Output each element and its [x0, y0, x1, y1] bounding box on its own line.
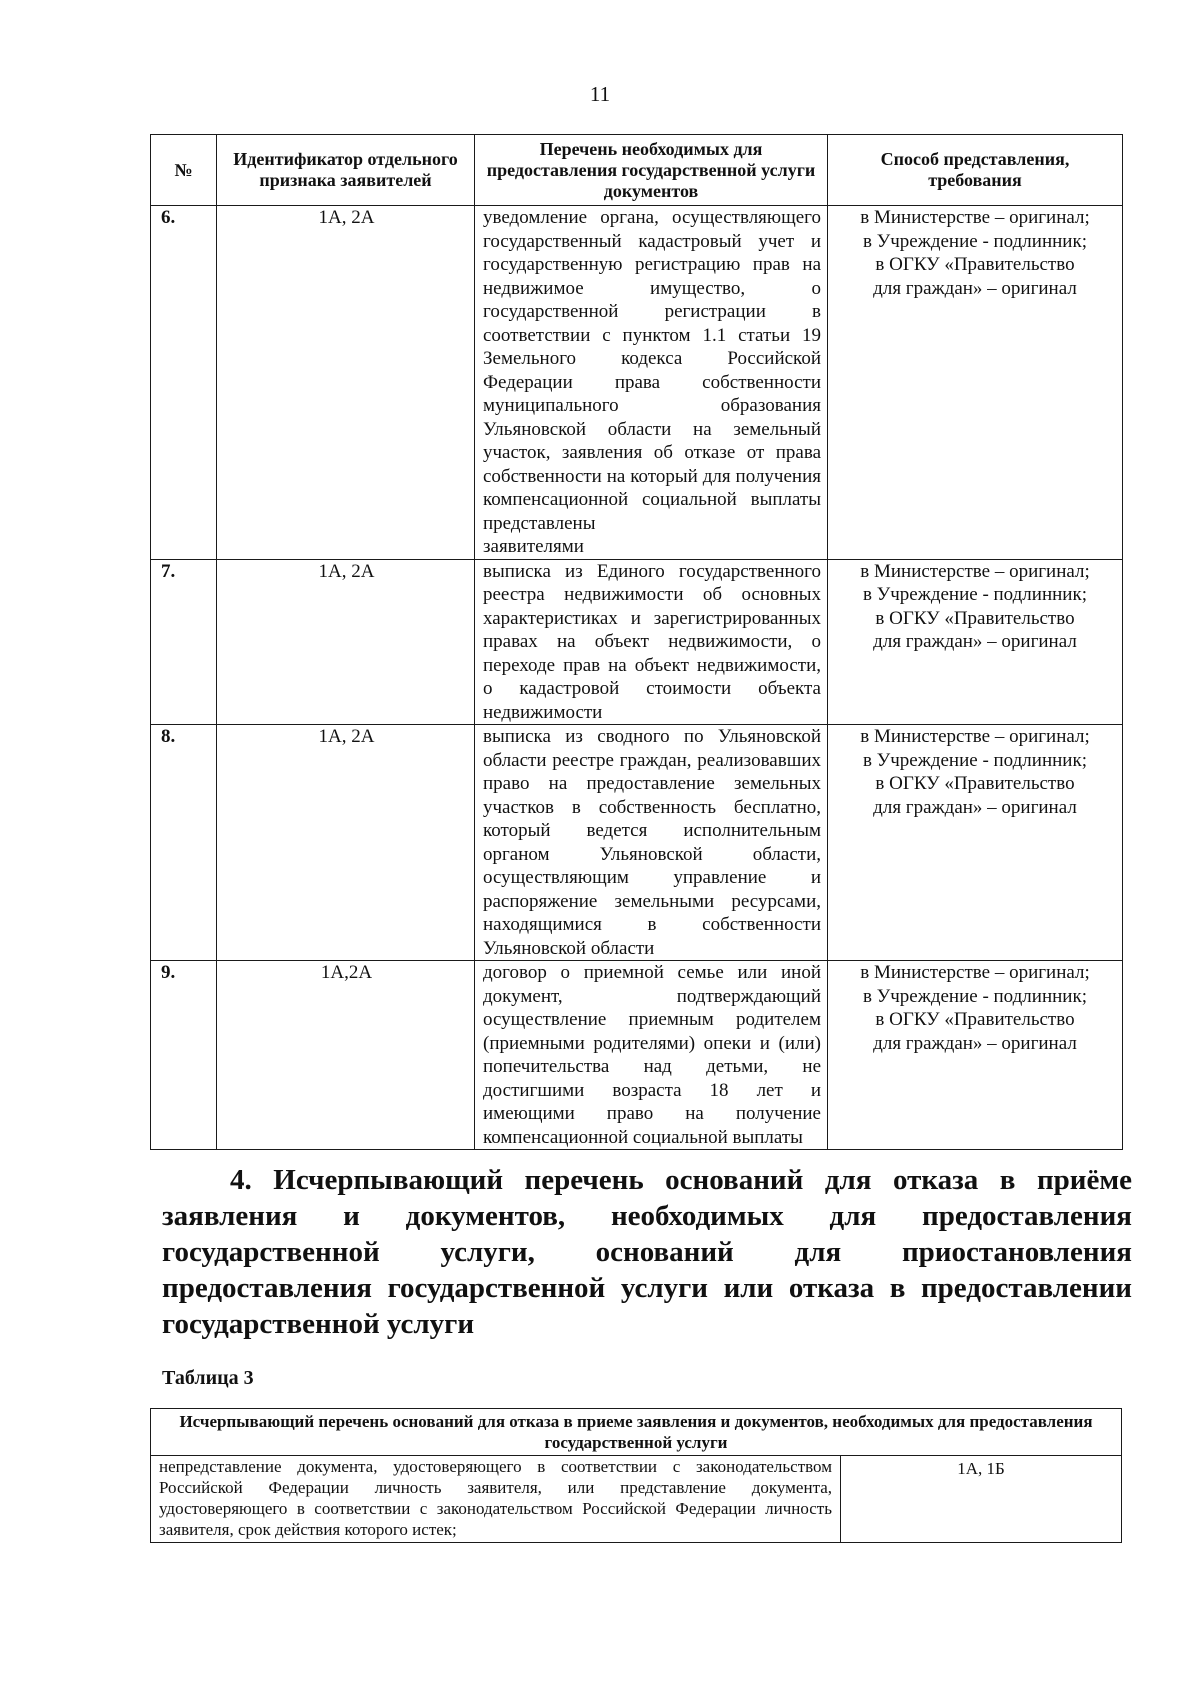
row-num: 6.	[151, 206, 217, 560]
table-header-row	[151, 135, 1123, 206]
row-document-end: Ульяновской области	[483, 937, 655, 959]
method-line: в Учреждение - подлинник;	[863, 584, 1087, 605]
row-document	[475, 961, 828, 1150]
table-header-row	[151, 1409, 1122, 1456]
row-method	[828, 206, 1123, 560]
table-caption: Таблица 3	[162, 1367, 254, 1389]
table-row	[151, 1456, 1122, 1543]
row-num: 8.	[151, 725, 217, 961]
row-method	[828, 961, 1123, 1150]
method-line: в ОГКУ «Правительство	[875, 773, 1075, 794]
table3-header: Исчерпывающий перечень оснований для отказа в приеме заявления и документов, необходимых для предоставления государственной услуги	[151, 1409, 1122, 1456]
method-line: в Министерстве – оригинал;	[860, 207, 1090, 228]
method-line: в Министерстве – оригинал;	[860, 962, 1090, 983]
row-document	[475, 206, 828, 560]
row-identifier: 1А, 2А	[217, 559, 475, 725]
documents-table	[150, 134, 1123, 1150]
header-method: Способ представления, требования	[828, 135, 1123, 206]
table-row	[151, 559, 1123, 725]
row-identifier: 1А, 2А	[217, 725, 475, 961]
row-document-text: договор о приемной семье или иной документ, подтверждающий осуществление приемным родителем (приемными родителями) опеки и (или) попечительства над детьми, не достигшими возраста 18 лет и имеющими право на получение	[483, 962, 821, 1124]
method-line: для граждан» – оригинал	[873, 1032, 1077, 1054]
row-document-text: уведомление органа, осуществляющего государственный кадастровый учет и государственную регистрацию прав на недвижимое имущество, о государственной регистрации в соответствии с пунктом 1.1 статьи 19 Земельного кодекса Российской Федерации права собственности муниципального образования Ульяновской области на земельный участок, заявления об отказе от права собственности на который для получения компенсационной социальной выплаты представлены	[483, 207, 821, 534]
method-line: для граждан» – оригинал	[873, 796, 1077, 818]
method-line: в Министерстве – оригинал;	[860, 726, 1090, 747]
method-line: для граждан» – оригинал	[873, 631, 1077, 652]
method-line: для граждан» – оригинал	[873, 277, 1077, 299]
row-document-end: компенсационной социальной выплаты	[483, 1126, 803, 1148]
row-method	[828, 559, 1123, 725]
header-documents: Перечень необходимых для предоставления государственной услуги документов	[475, 135, 828, 206]
method-line: в ОГКУ «Правительство	[875, 607, 1075, 629]
header-identifier: Идентификатор отдельного признака заявителей	[217, 135, 475, 206]
refusal-codes: 1А, 1Б	[841, 1456, 1122, 1543]
method-line: в ОГКУ «Правительство	[875, 254, 1075, 275]
method-line: в Учреждение - подлинник;	[863, 749, 1087, 771]
row-document-end: заявителями	[483, 536, 584, 557]
row-document-text: выписка из сводного по Ульяновской области реестре граждан, реализовавших право на предоставление земельных участков в собственность бесплатно, который ведется исполнительным органом Ульяновской области, осуществляющим управление и распоряжение земельными ресурсами, находящимися в собственности	[483, 726, 821, 935]
page-number: 11	[589, 82, 611, 106]
section-heading: 4. Исчерпывающий перечень оснований для отказа в приёме заявления и документов, необходимых для предоставления государственной услуги, оснований для приостановления предоставления государственной услуги или отказа в предоставлении государственной услуги	[162, 1164, 1132, 1340]
row-num: 7.	[151, 559, 217, 725]
refusal-grounds-table	[150, 1408, 1122, 1543]
row-document	[475, 559, 828, 725]
row-document-text: выписка из Единого государственного реестра недвижимости об основных характеристиках и зарегистрированных правах на объект недвижимости, о переходе прав на объект недвижимости, о кадастровой стоимости объекта	[483, 560, 821, 699]
row-document	[475, 725, 828, 961]
method-line: в Учреждение - подлинник;	[863, 230, 1087, 252]
table-row	[151, 725, 1123, 961]
refusal-reason: непредставление документа, удостоверяющего в соответствии с законодательством Российской Федерации личность заявителя, или представление документа, удостоверяющего в соответствии с законодательством Российской Федерации личность заявителя, срок действия которого истек;	[151, 1456, 841, 1543]
table-row	[151, 206, 1123, 560]
method-line: в Учреждение - подлинник;	[863, 985, 1087, 1007]
row-document-end: недвижимости	[483, 701, 603, 723]
row-method	[828, 725, 1123, 961]
row-num: 9.	[151, 961, 217, 1150]
method-line: в Министерстве – оригинал;	[860, 560, 1090, 582]
row-identifier: 1А, 2А	[217, 206, 475, 560]
table-row	[151, 961, 1123, 1150]
method-line: в ОГКУ «Правительство	[875, 1009, 1075, 1030]
row-identifier: 1А,2А	[217, 961, 475, 1150]
header-num: №	[151, 135, 217, 206]
